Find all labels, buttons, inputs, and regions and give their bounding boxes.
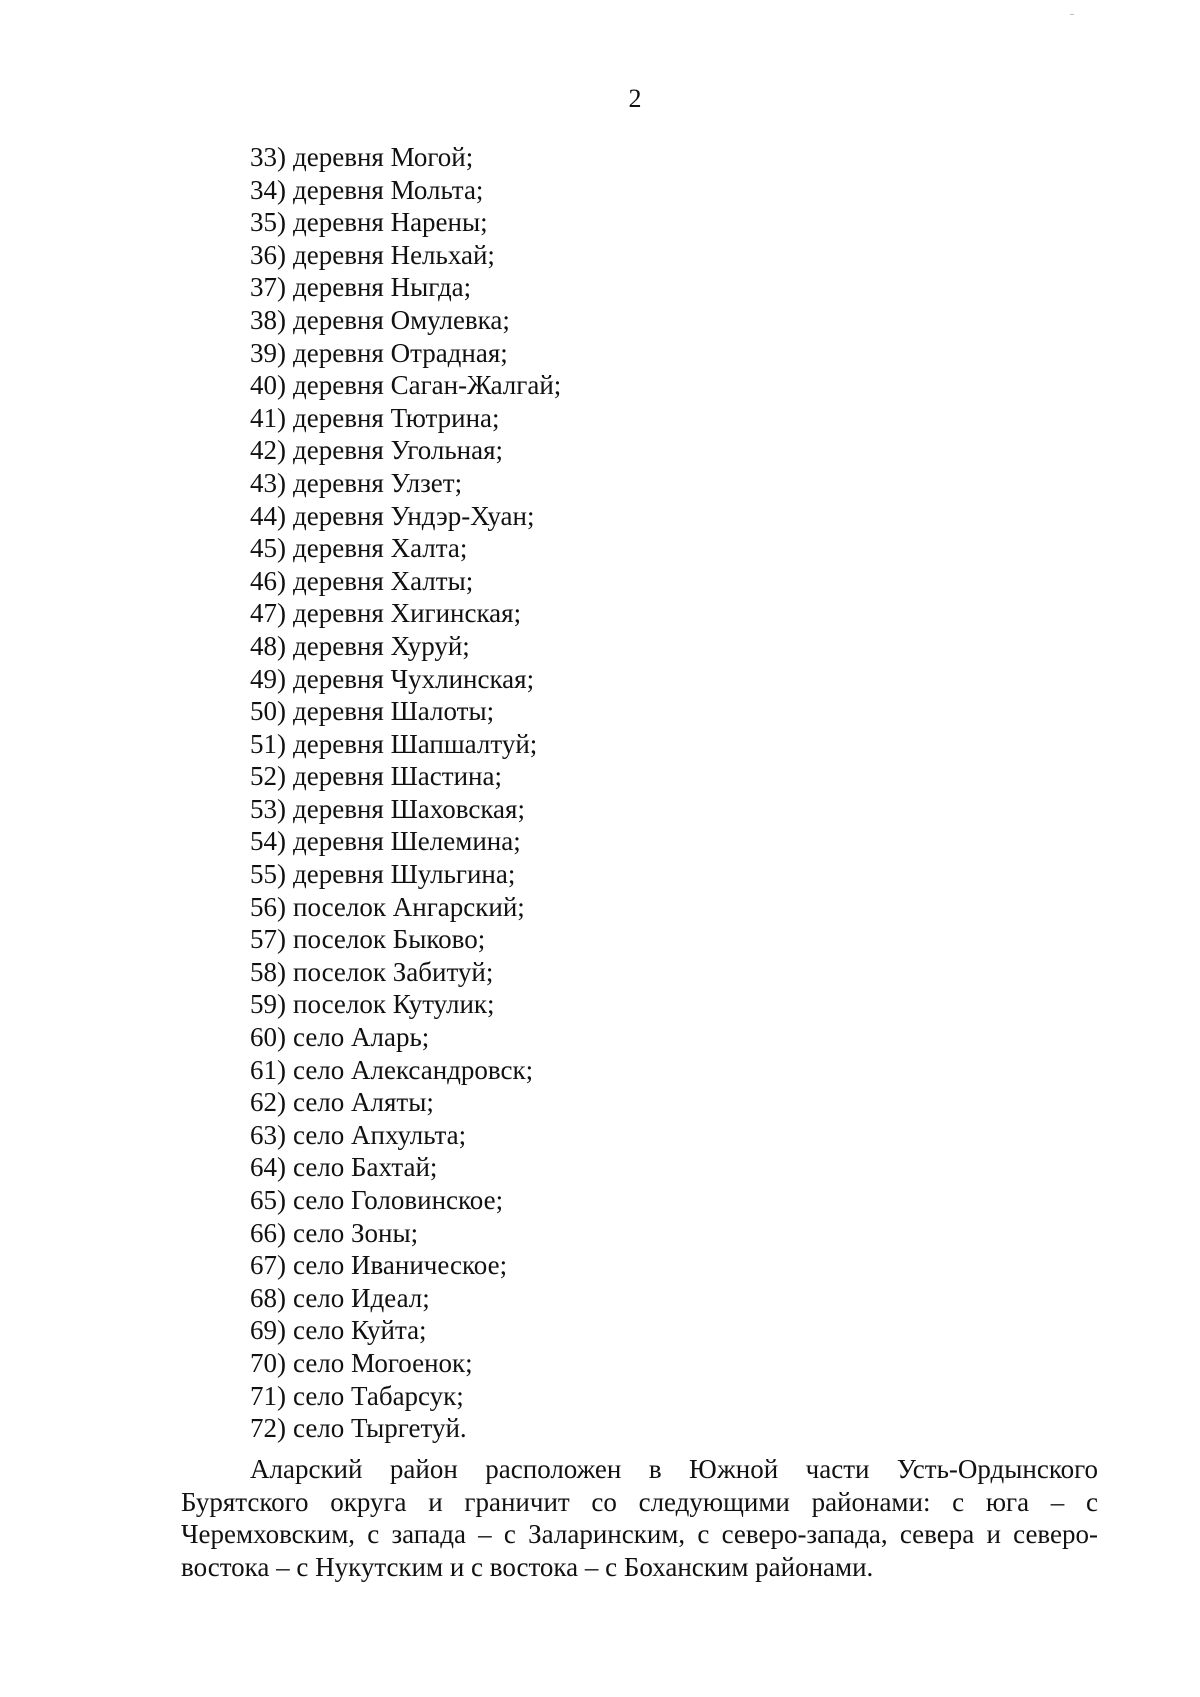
- list-item-text: деревня Чухлинская;: [293, 663, 535, 694]
- list-item-number: 65): [250, 1185, 286, 1215]
- list-item-number: 50): [250, 696, 286, 727]
- list-item: [250, 369, 561, 402]
- list-item: [250, 923, 561, 956]
- list-item-text: деревня Хуруй;: [293, 630, 470, 661]
- list-item: [250, 695, 561, 728]
- list-item: [250, 1151, 561, 1184]
- list-item: [250, 825, 561, 858]
- list-item-text: поселок Забитуй;: [293, 956, 494, 987]
- list-item-number: 51): [250, 728, 286, 759]
- list-item-text: село Бахтай;: [293, 1152, 438, 1183]
- list-item-number: 44): [250, 500, 286, 531]
- list-item: [250, 467, 561, 500]
- list-item: [250, 1054, 561, 1087]
- list-item-text: деревня Шелемина;: [293, 826, 521, 857]
- list-item-number: 40): [250, 370, 286, 401]
- list-item-number: 67): [250, 1250, 286, 1281]
- list-item-text: деревня Ныгда;: [293, 272, 472, 303]
- list-item-number: 56): [250, 891, 286, 922]
- list-item-text: деревня Халты;: [293, 565, 474, 596]
- list-item: [250, 1249, 561, 1282]
- list-item: [250, 630, 561, 663]
- list-item-text: деревня Ундэр-Хуан;: [293, 500, 535, 531]
- list-item-number: 60): [250, 1022, 286, 1053]
- list-item-text: село Тыргетуй.: [293, 1413, 467, 1444]
- list-item-number: 45): [250, 533, 286, 564]
- list-item-text: деревня Мольта;: [293, 174, 484, 205]
- list-item-text: деревня Нарены;: [293, 207, 488, 238]
- list-item-number: 47): [250, 598, 286, 629]
- list-item-number: 37): [250, 272, 286, 303]
- list-item: [250, 1380, 561, 1413]
- list-item-text: поселок Быково;: [293, 924, 486, 955]
- list-item: [250, 565, 561, 598]
- list-item: [250, 793, 561, 826]
- list-item: [250, 988, 561, 1021]
- list-item-text: село Аляты;: [293, 1087, 434, 1118]
- list-item: [250, 1314, 561, 1347]
- list-item-number: 71): [250, 1380, 286, 1411]
- list-item: [250, 597, 561, 630]
- list-item-number: 49): [250, 663, 286, 694]
- list-item: [250, 728, 561, 761]
- list-item-number: 57): [250, 924, 286, 955]
- list-item: [250, 1119, 561, 1152]
- list-item-number: 33): [250, 142, 286, 172]
- list-item-text: деревня Шульгина;: [293, 859, 516, 890]
- list-item-number: 59): [250, 989, 286, 1020]
- list-item-text: деревня Тютрина;: [293, 402, 500, 433]
- list-item-number: 46): [250, 565, 286, 596]
- list-item: [250, 239, 561, 272]
- list-item-text: деревня Могой;: [293, 142, 474, 172]
- list-item-text: деревня Шаховская;: [293, 793, 525, 824]
- list-item-text: село Идеал;: [293, 1282, 430, 1313]
- list-item-text: деревня Нельхай;: [293, 239, 495, 270]
- list-item-text: деревня Шастина;: [293, 761, 502, 792]
- list-item-number: 41): [250, 402, 286, 433]
- list-item: [250, 663, 561, 696]
- list-item: [250, 1021, 561, 1054]
- list-item-text: деревня Отрадная;: [293, 337, 508, 368]
- list-item: [250, 1412, 561, 1445]
- list-item: [250, 1347, 561, 1380]
- list-item: [250, 337, 561, 370]
- list-item-text: село Куйта;: [293, 1315, 427, 1346]
- list-item-text: село Табарсук;: [293, 1380, 464, 1411]
- list-item-text: село Аларь;: [293, 1022, 430, 1053]
- list-item-text: деревня Халта;: [293, 533, 468, 564]
- list-item-number: 42): [250, 435, 286, 466]
- list-item-number: 48): [250, 630, 286, 661]
- list-item-number: 38): [250, 304, 286, 335]
- list-item-number: 35): [250, 207, 286, 238]
- list-item-text: поселок Ангарский;: [293, 891, 525, 922]
- list-item-number: 54): [250, 826, 286, 857]
- list-item-text: деревня Омулевка;: [293, 304, 510, 335]
- list-item: [250, 891, 561, 924]
- page-number: 2: [628, 84, 642, 113]
- list-item-number: 39): [250, 337, 286, 368]
- list-item-text: село Зоны;: [293, 1217, 419, 1248]
- list-item-number: 72): [250, 1413, 286, 1444]
- list-item-text: село Александровск;: [293, 1054, 534, 1085]
- list-item-number: 70): [250, 1347, 286, 1378]
- list-item: [250, 500, 561, 533]
- list-item-number: 43): [250, 467, 286, 498]
- list-item-text: деревня Угольная;: [293, 435, 504, 466]
- list-item-number: 68): [250, 1282, 286, 1313]
- list-item-text: деревня Шапшалтуй;: [293, 728, 538, 759]
- list-item-number: 62): [250, 1087, 286, 1118]
- list-item-text: село Головинское;: [293, 1185, 504, 1215]
- list-item-text: поселок Кутулик;: [293, 989, 495, 1020]
- list-item: [250, 1086, 561, 1119]
- list-item-number: 63): [250, 1119, 286, 1150]
- list-item-text: село Могоенок;: [293, 1347, 473, 1378]
- list-item: [250, 956, 561, 989]
- list-item: [250, 532, 561, 565]
- list-item-text: деревня Шалоты;: [293, 696, 495, 727]
- list-item-number: 61): [250, 1054, 286, 1085]
- scan-artifact: [1070, 14, 1074, 15]
- list-item-number: 52): [250, 761, 286, 792]
- list-item-number: 53): [250, 793, 286, 824]
- settlement-list: [250, 141, 561, 1445]
- list-item: [250, 141, 561, 174]
- list-item-text: деревня Улзет;: [293, 467, 463, 498]
- list-item-number: 58): [250, 956, 286, 987]
- list-item-number: 34): [250, 174, 286, 205]
- list-item: [250, 1282, 561, 1315]
- list-item-number: 64): [250, 1152, 286, 1183]
- list-item: [250, 1184, 561, 1217]
- summary-paragraph: Аларский район расположен в Южной части Усть-Ордынского Бурятского округа и граничит со следующими районами: с юга – с Черемховским, с запада – с Заларинским, с северо-запада, севера и северо-востока – с Нукутским и с востока – с Боханским районами.: [181, 1454, 1098, 1582]
- list-item: [250, 206, 561, 239]
- list-item: [250, 271, 561, 304]
- list-item: [250, 304, 561, 337]
- list-item-number: 36): [250, 239, 286, 270]
- list-item: [250, 760, 561, 793]
- list-item-number: 55): [250, 859, 286, 890]
- list-item-number: 66): [250, 1217, 286, 1248]
- list-item: [250, 434, 561, 467]
- list-item-text: село Апхульта;: [293, 1119, 467, 1150]
- list-item: [250, 174, 561, 207]
- list-item-text: село Иваническое;: [293, 1250, 508, 1281]
- list-item-text: деревня Саган-Жалгай;: [293, 370, 562, 401]
- list-item-number: 69): [250, 1315, 286, 1346]
- list-item: [250, 402, 561, 435]
- list-item-text: деревня Хигинская;: [293, 598, 522, 629]
- list-item: [250, 1217, 561, 1250]
- list-item: [250, 858, 561, 891]
